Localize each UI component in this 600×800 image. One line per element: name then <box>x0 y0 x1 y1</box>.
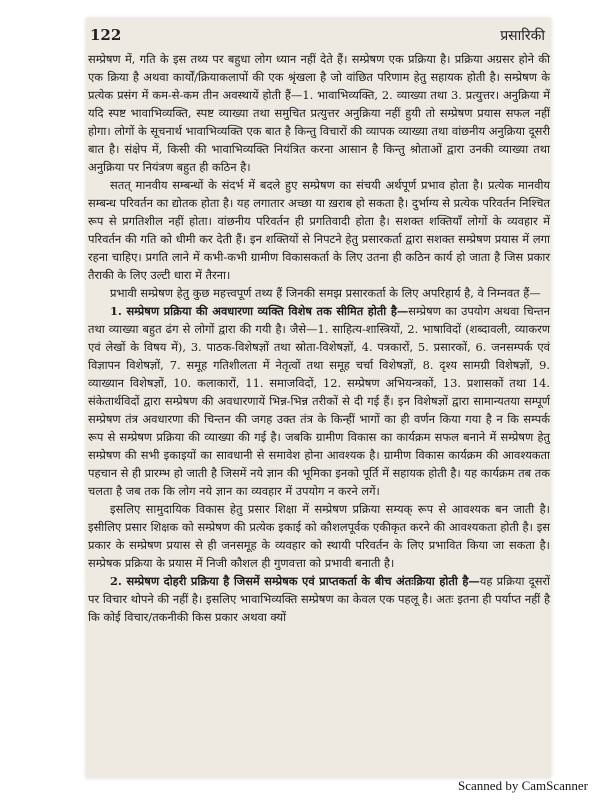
point-2-heading: 2. सम्प्रेषण दोहरी प्रक्रिया है जिसमें सम्प्रेषक एवं प्राप्तकर्ता के बीच अंतःक्रिया होती है— <box>110 574 480 588</box>
paragraph: सम्प्रेषण में, गति के इस तथ्य पर बहुधा लोग ध्यान नहीं देते हैं। सम्प्रेषण एक प्रक्रिया है। प्रक्रिया अग्रसर होने की एक क्रिया है अथवा कार्यों/क्रियाकलापों की एक श्रृंखला है जो वांछित परिणाम हेतु सहायक होती है। सम्प्रेषण के प्रत्येक प्रसंग में कम-से-कम तीन अवस्थायें होती हैं—1. भावाभिव्यक्ति, 2. व्याख्या तथा 3. प्रत्युत्तर। अनुक्रिया में यदि स्पष्ट भावाभिव्यक्ति, स्पष्ट व्याख्या तथा समुचित प्रत्युत्तर अनुक्रिया नहीं हुयी तो सम्प्रेषण प्रयास सफल नहीं होगा। लोगों के सूचनार्थ भावाभिव्यक्ति एक बात है किन्तु विचारों की व्यापक व्याख्या तथा वांछनीय अनुक्रिया दूसरी बात है। संक्षेप में, किसी की भावाभिव्यक्ति नियंत्रित करना आसान है किन्तु श्रोताओं द्वारा उनकी व्याख्या तथा अनुक्रिया पर नियंत्रण बहुत ही कठिन है। <box>88 52 550 174</box>
page-number: 122 <box>90 26 122 44</box>
paragraph: सतत् मानवीय सम्बन्धों के संदर्भ में बदले हुए सम्प्रेषण का संचयी अर्थपूर्ण प्रभाव होता है। प्रत्येक मानवीय सम्बन्ध परिवर्तन का द्योतक होता है। यह लगातार अच्छा या ख़राब हो सकता है। दुर्भाग्य से प्रत्येक परिवर्तन निश्चित रूप से प्रगतिशील नहीं होता। वांछनीय परिवर्तन ही प्रगतिवादी होता है। सशक्त शक्तियाँ लोगों के व्यवहार में परिवर्तन की गति को धीमी कर देती हैं। इन शक्तियों से निपटने हेतु प्रसारकर्ता द्वारा सशक्त सम्प्रेषण प्रयास में लगा रहना चाहिए। प्रगति लाने में कभी-कभी ग्रामीण विकासकर्ता के लिए उतना ही कठिन कार्य हो जाता है जिस प्रकार तैराकी के लिए उल्टी धारा में तैरना। <box>88 178 550 282</box>
scanner-watermark: Scanned by CamScanner <box>458 778 588 793</box>
point-1-heading: 1. सम्प्रेषण प्रक्रिया की अवधारणा व्यक्ति विशेष तक सीमित होती है— <box>110 304 409 318</box>
running-head: प्रसारिकी <box>500 28 545 44</box>
point-2 <box>88 572 550 626</box>
paragraph: इसलिए सामुदायिक विकास हेतु प्रसार शिक्षा में सम्प्रेषण प्रक्रिया सम्यक् रूप से आवश्यक बन जाती है। इसीलिए प्रसार शिक्षक को सम्प्रेषण की प्रत्येक इकाई को कौशलपूर्वक एकीकृत करने की आवश्यकता होती है। इस प्रकार के सम्प्रेषण प्रयास से ही जनसमूह के व्यवहार को स्थायी परिवर्तन के लिए प्रभावित किया जा सकता है। सम्प्रेषक प्रक्रिया के प्रयास में निजी कौशल ही गुणवत्ता को प्रभावी बनाती है। <box>88 502 550 570</box>
point-2-text: यह प्रक्रिया दूसरों पर विचार थोपने की नहीं है। इसलिए भावाभिव्यक्ति सम्प्रेषण का केवल एक पहलू है। अतः इतना ही पर्याप्त नहीं है कि कोई विचार/तकनीकी किस प्रकार अथवा क्यों <box>88 574 550 624</box>
point-1-text: सम्प्रेषण का उपयोग अथवा चिन्तन तथा व्याख्या बहुत ढंग से लोगों द्वारा की गयी है। जैसे—1. साहित्य-शास्त्रियों, 2. भाषाविदों (शब्दावली, व्याकरण एवं लेखों के विषय में), 3. पाठक-विशेषज्ञों तथा स्रोता-विशेषज्ञों, 4. पत्रकारों, 5. प्रसारकों, 6. जनसम्पर्क एवं विज्ञापन विशेषज्ञों, 7. समूह गतिशीलता में नेतृत्वों तथा समूह चर्चा विशेषज्ञों, 8. दृश्य सामग्री विशेषज्ञों, 9. व्याख्यान विशेषज्ञों, 10. कलाकारों, 11. समाजविदों, 12. सम्प्रेषण अभियन्त्रकों, 13. प्रशासकों तथा 14. संकेतार्थविदों द्वारा सम्प्रेषण की अवधारणायें भिन्न-भिन्न तरीकों से दी गई हैं। इन विशेषज्ञों द्वारा सामान्यतया सम्पूर्ण सम्प्रेषण तंत्र अवधारणा की चिन्तन की जगह उक्त तंत्र के किन्हीं भागों का ही वर्णन किया गया है न कि सम्पर्क रूप से सम्प्रेषण प्रक्रिया की व्याख्या की गई है। जबकि ग्रामीण विकास का कार्यक्रम सफल बनाने में सम्प्रेषण हेतु सम्प्रेषण की सभी इकाइयों का सावधानी से समावेश होना आवश्यक है। ग्रामीण विकास कार्यक्रम की आवश्यकता पहचान से ही प्रारम्भ हो जाती है जिसमें नये ज्ञान की भूमिका इनको पूर्ति में सहायक होती है। यह कार्यक्रम तब तक चलता है जब तक कि लोग नये ज्ञान का व्यवहार में उपयोग न करने लगें। <box>88 304 550 498</box>
point-1 <box>88 302 550 500</box>
page-body <box>88 50 550 626</box>
paragraph: प्रभावी सम्प्रेषण हेतु कुछ महत्त्वपूर्ण तथ्य हैं जिनकी समझ प्रसारकर्ता के लिए अपरिहार्य है, वे निम्नवत हैं— <box>110 286 541 300</box>
page-header <box>90 24 545 46</box>
book-page <box>86 18 551 778</box>
